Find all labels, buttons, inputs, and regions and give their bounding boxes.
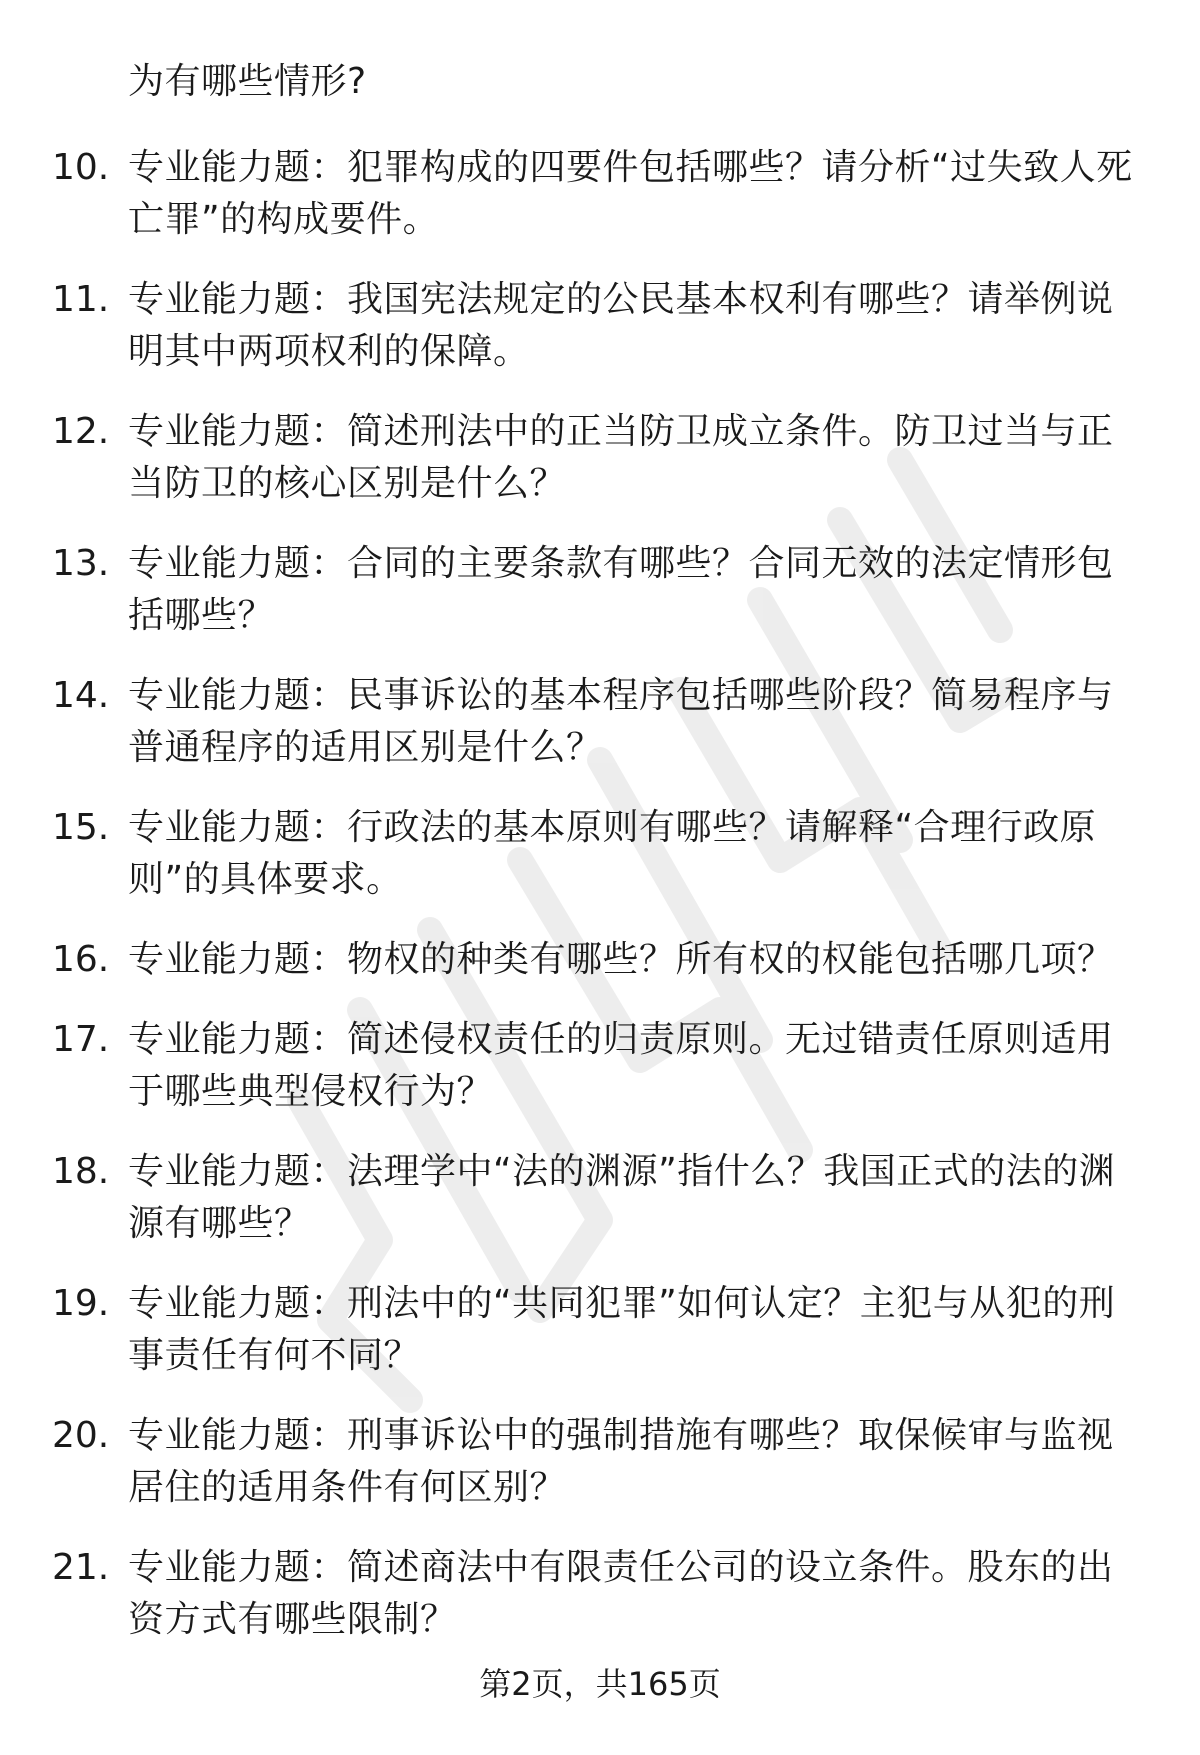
question-item: [52, 406, 1142, 510]
question-number: 19.: [52, 1283, 110, 1324]
question-number: 21.: [52, 1547, 110, 1588]
question-text: 专业能力题：我国宪法规定的公民基本权利有哪些？请举例说明其中两项权利的保障。: [128, 279, 1114, 372]
question-number: 11.: [52, 279, 110, 320]
question-number: 18.: [52, 1151, 110, 1192]
question-text: 专业能力题：简述刑法中的正当防卫成立条件。防卫过当与正当防卫的核心区别是什么？: [128, 411, 1114, 504]
question-text: 专业能力题：犯罪构成的四要件包括哪些？请分析“过失致人死亡罪”的构成要件。: [128, 147, 1133, 240]
question-item: [52, 1146, 1142, 1250]
question-number: 17.: [52, 1019, 110, 1060]
question-text: 专业能力题：刑法中的“共同犯罪”如何认定？主犯与从犯的刑事责任有何不同？: [128, 1283, 1116, 1376]
question-number: 10.: [52, 147, 110, 188]
question-text: 专业能力题：民事诉讼的基本程序包括哪些阶段？简易程序与普通程序的适用区别是什么？: [128, 675, 1114, 768]
question-number: 20.: [52, 1415, 110, 1456]
question-text: 专业能力题：合同的主要条款有哪些？合同无效的法定情形包括哪些？: [128, 543, 1114, 636]
question-text: 专业能力题：简述商法中有限责任公司的设立条件。股东的出资方式有哪些限制？: [128, 1547, 1114, 1640]
question-number: 15.: [52, 807, 110, 848]
question-text: 专业能力题：行政法的基本原则有哪些？请解释“合理行政原则”的具体要求。: [128, 807, 1097, 900]
question-text: 专业能力题：物权的种类有哪些？所有权的权能包括哪几项？: [128, 939, 1114, 980]
question-text: 专业能力题：刑事诉讼中的强制措施有哪些？取保候审与监视居住的适用条件有何区别？: [128, 1415, 1114, 1508]
question-item: [52, 1410, 1142, 1514]
page-footer: 第2页，共165页: [479, 1665, 721, 1703]
question-number: 12.: [52, 411, 110, 452]
question-text: 专业能力题：简述侵权责任的归责原则。无过错责任原则适用于哪些典型侵权行为？: [128, 1019, 1114, 1112]
question-item: [52, 274, 1142, 378]
question-item: [52, 670, 1142, 774]
question-number: 14.: [52, 675, 110, 716]
question-number: 16.: [52, 939, 110, 980]
question-list: [52, 142, 1142, 1674]
question-item: [52, 802, 1142, 906]
question-item: [52, 1542, 1142, 1646]
question-item: [52, 142, 1142, 246]
question-item: [52, 934, 1142, 986]
question-item: [52, 538, 1142, 642]
question-item: [52, 1014, 1142, 1118]
question-text: 专业能力题：法理学中“法的渊源”指什么？我国正式的法的渊源有哪些？: [128, 1151, 1116, 1244]
continuation-text: 为有哪些情形?: [128, 61, 367, 102]
question-number: 13.: [52, 543, 110, 584]
question-item: [52, 1278, 1142, 1382]
